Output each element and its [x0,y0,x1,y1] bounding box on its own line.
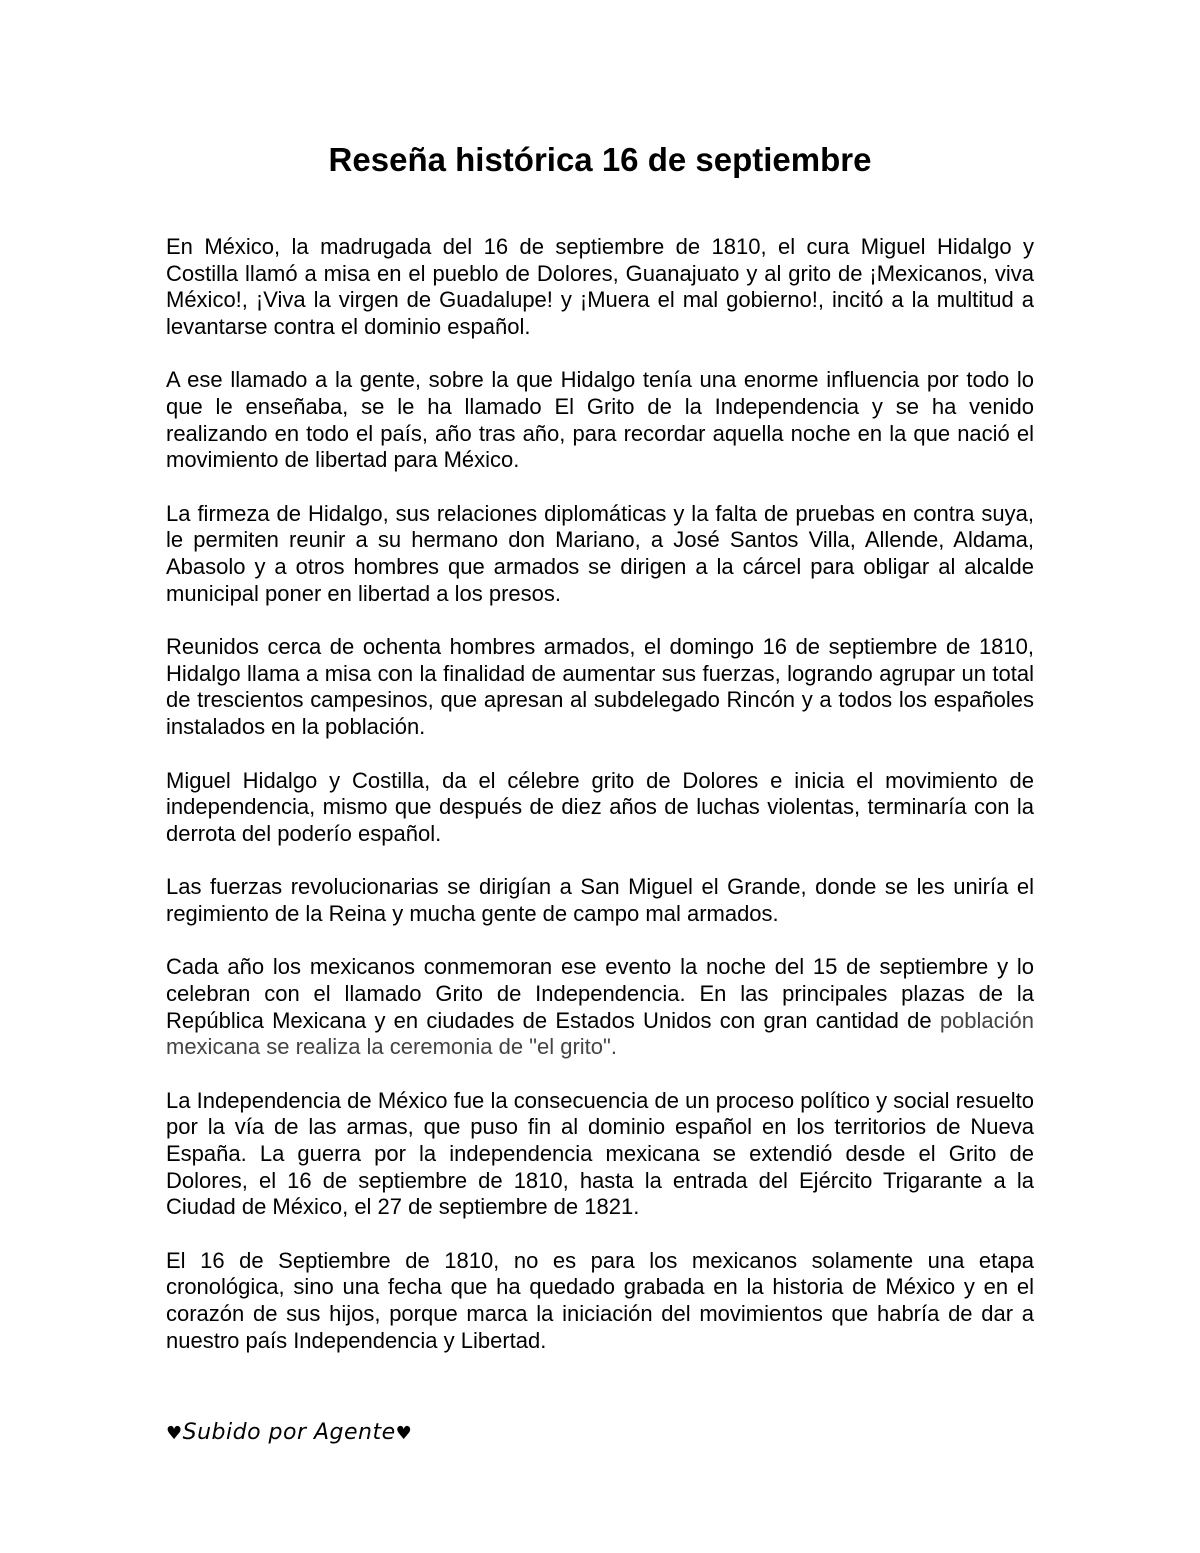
heart-icon: ♥ [166,1423,183,1444]
paragraph: El 16 de Septiembre de 1810, no es para los mexicanos solamente una etapa cronológica, sino una fecha que ha quedado grabada en la historia de México y en el corazón de sus hijos, porque marca la iniciación del movimientos que habría de dar a nuestro país Independencia y Libertad. [166,1247,1034,1353]
signature-text: Subido por Agente [182,1420,396,1445]
paragraph: La firmeza de Hidalgo, sus relaciones diplomáticas y la falta de pruebas en contra suya, le permiten reunir a su hermano don Mariano, a José Santos Villa, Allende, Aldama, Abasolo y a otros hombres que armados se dirigen a la cárcel para obligar al alcalde municipal poner en libertad a los presos. [166,500,1034,606]
paragraph: Miguel Hidalgo y Costilla, da el célebre grito de Dolores e inicia el movimiento de independencia, mismo que después de diez años de luchas violentas, terminaría con la derrota del poderío español. [166,767,1034,846]
paragraph [166,954,1034,1060]
paragraph-tail-text: población mexicana se realiza la ceremonia de "el grito". [166,1007,1034,1060]
paragraph: Las fuerzas revolucionarias se dirigían a San Miguel el Grande, donde se les uniría el regimiento de la Reina y mucha gente de campo mal armados. [166,874,1034,926]
paragraph: En México, la madrugada del 16 de septiembre de 1810, el cura Miguel Hidalgo y Costilla llamó a misa en el pueblo de Dolores, Guanajuato y al grito de ¡Mexicanos, viva México!, ¡Viva la virgen de Guadalupe! y ¡Muera el mal gobierno!, incitó a la multitud a levantarse contra el dominio español. [166,234,1034,339]
paragraph: Reunidos cerca de ochenta hombres armados, el domingo 16 de septiembre de 1810, Hidalgo llama a misa con la finalidad de aumentar sus fuerzas, logrando agrupar un total de trescientos campesinos, que apresan al subdelegado Rincón y a todos los españoles instalados en la población. [166,634,1034,739]
document-title: Reseña histórica 16 de septiembre [328,141,872,178]
heart-icon: ♥ [395,1423,413,1444]
paragraph: La Independencia de México fue la consecuencia de un proceso político y social resuelto por la vía de las armas, que puso fin al dominio español en los territorios de Nueva España. La guerra por la independencia mexicana se extendió desde el Grito de Dolores, el 16 de septiembre de 1810, hasta la entrada del Ejército Trigarante a la Ciudad de México, el 27 de septiembre de 1821. [166,1087,1034,1220]
signature [166,1418,412,1449]
document-body [166,234,1034,1381]
paragraph: A ese llamado a la gente, sobre la que Hidalgo tenía una enorme influencia por todo lo que le enseñaba, se le ha llamado El Grito de la Independencia y se ha venido realizando en todo el país, año tras año, para recordar aquella noche en la que nació el movimiento de libertad para México. [166,367,1034,473]
paragraph-main-text: Cada año los mexicanos conmemoran ese evento la noche del 15 de septiembre y lo celebran con el llamado Grito de Independencia. En las principales plazas de la República Mexicana y en ciudades de Estados Unidos con gran cantidad de [166,954,1034,1033]
